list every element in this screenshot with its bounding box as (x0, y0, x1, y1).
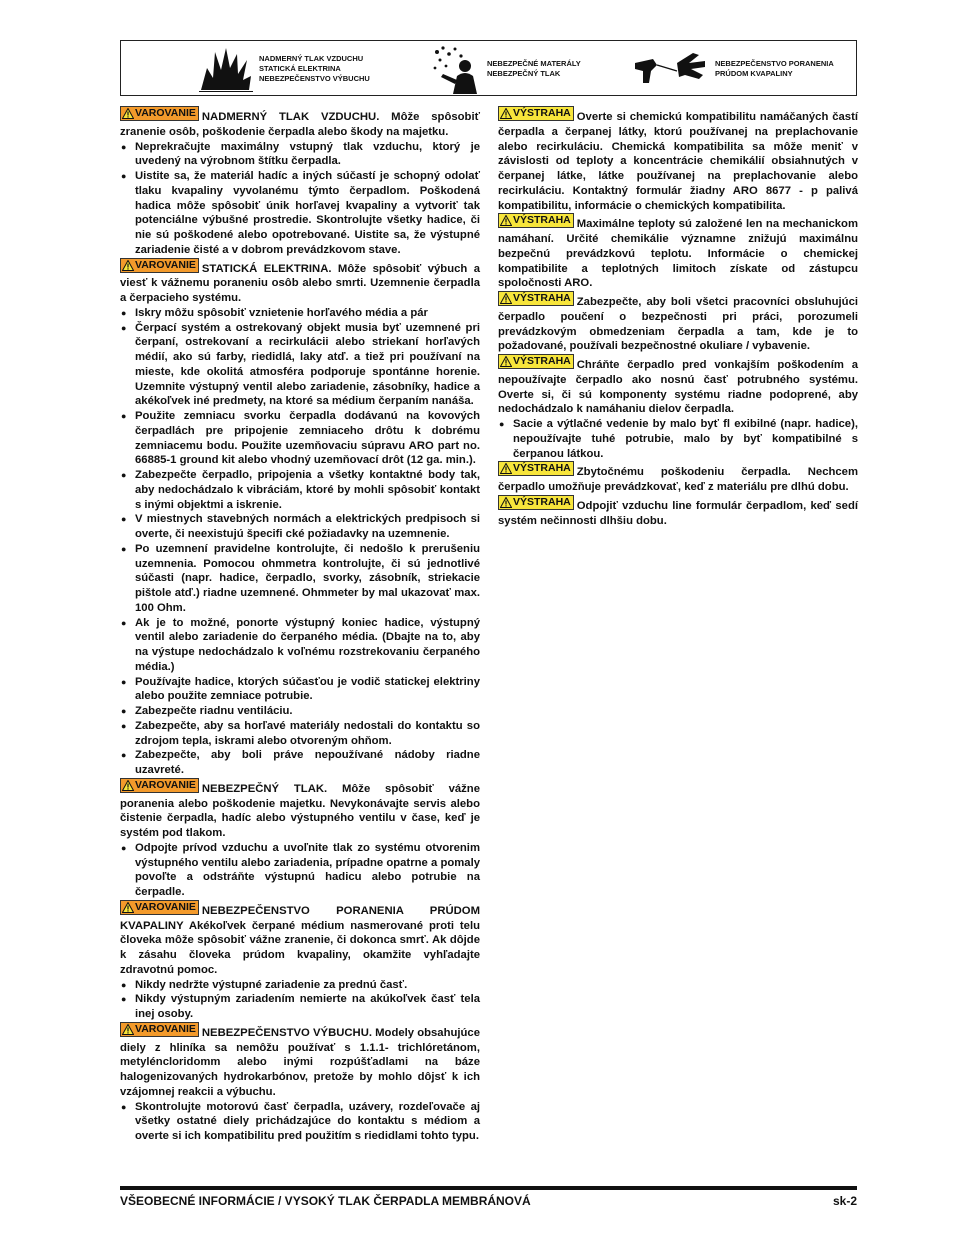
injection-hazard-icon (633, 49, 709, 89)
injection-list (120, 978, 480, 1022)
vystraha-badge (498, 291, 574, 306)
hazard-line: NEBEZPEČENSTVO PORANENIA (715, 59, 834, 68)
static-list (120, 306, 480, 778)
damage-list (498, 417, 858, 461)
badge-label: VÝSTRAHA (513, 462, 571, 475)
badge-label: VAROVANIE (135, 258, 196, 271)
overpressure-list (120, 140, 480, 258)
list-item: ● V miestnych stavebných normách a elektrických predpisoch si overte, či neexistujú špecifi cké požiadavky na uzemnenie. (120, 512, 480, 542)
list-item: ● Neprekračujte maximálny vstupný tlak vzduchu, ktorý je uvedený na výrobnom štítku čerpadla. (120, 140, 480, 170)
warning-text: NEBEZPEČENSTVO PORANENIA PRÚDOM KVAPALINY Akékoľvek čerpané médium nasmerované proti telu človeka môže spôsobiť vážne zranenie, či dokonca smrť. Ak dôjde k zásahu človeka prúdom kvapaliny, okamžite vyhľadajte zdravotnú pomoc. (120, 904, 480, 976)
list-item: ● Nikdy výstupným zariadením nemierte na akúkoľvek časť tela inej osoby. (120, 992, 480, 1022)
hazardous-materials-icon (429, 44, 481, 94)
hazard-line: NEBEZPEČNÉ MATERÁLY (487, 59, 581, 68)
list-item: ● Po uzemnení pravidelne kontrolujte, či nedošlo k prerušeniu uzemnenia. Pomocou ohmmetra kontrolujte, či sú jednotlivé súčasti (napr. hadice, čerpadlo, svorky, zásobník, striekacie pištole atď.) riadne uzemnené. Ohmmeter by mal ukazovať max. 100 Ohm. (120, 542, 480, 616)
explosion-icon (199, 46, 253, 92)
varovanie-badge (120, 106, 199, 121)
hazard-line: PRÚDOM KVAPALINY (715, 69, 793, 78)
hazard-line: NEBEZPEČNÝ TLAK (487, 69, 561, 78)
badge-label: VAROVANIE (135, 1022, 196, 1035)
hazard-injection (633, 41, 834, 97)
hazard-injection-label (715, 59, 834, 79)
caution-temperature (498, 213, 858, 291)
list-item: ● Zabezpečte čerpadlo, pripojenia a všetky kontaktné body tak, aby nedochádzalo k vibráciám, ktoré by mohli spôsobiť kontakt s inými objektmi a iskrenie. (120, 468, 480, 512)
warning-injection (120, 900, 480, 978)
hazard-line: STATICKÁ ELEKTRINA (259, 64, 341, 73)
warning-triangle-icon (122, 780, 134, 791)
right-column (498, 106, 858, 528)
vystraha-badge (498, 461, 574, 476)
footer-title: VŠEOBECNÉ INFORMÁCIE / VYSOKÝ TLAK ČERPADLA MEMBRÁNOVÁ (120, 1194, 531, 1208)
warning-text: NADMERNÝ TLAK VZDUCHU. Môže spôsobiť zranenie osôb, poškodenie čerpadla alebo škody na majetku. (120, 111, 480, 138)
list-item: ● Zabezpečte, aby boli práve nepoužívané nádoby riadne uzavreté. (120, 748, 480, 778)
warning-triangle-icon (122, 108, 134, 119)
vystraha-badge (498, 106, 574, 121)
caution-text: Odpojiť vzduchu line formulár čerpadlom, keď sedí systém nečinnosti dlhšiu dobu. (498, 499, 858, 527)
caution-text: Overte si chemickú kompatibilitu namáčaných častí čerpadla a čerpanej látky, ktorú používanej na preplachovanie alebo recirkuláciu. Chemická kompatibilita sa môže meniť v závislosti od teploty a koncentrácie chemikálií obsiahnutých v čerpanej látke, látke používanej na preplachovanie alebo recirkuláciu. Kontaktný formulár žiadny ARO 8677 - p palivá kompatibilitu, informácie o chemických kompatibilita. (498, 111, 858, 212)
warning-triangle-icon (500, 356, 512, 367)
list-item: ● Skontrolujte motorovú časť čerpadla, uzávery, rozdeľovače aj všetky ostatné diely prichádzajúce do kontaktu s médiom a overte si ich kompatibilitu pred použitím s riedidlami tohto typu. (120, 1100, 480, 1144)
warning-triangle-icon (122, 260, 134, 271)
pressure-list (120, 841, 480, 900)
warning-triangle-icon (122, 1024, 134, 1035)
warning-text: NEBEZPEČENSTVO VÝBUCHU. Modely obsahujúce diely z hliníka sa nemôžu používať s 1.1.1- trichlóretánom, metyléncloridomm alebo inými rozpúšťadlami na báze halogenizovaných hydrokarbónov, pretože by mohlo dôjsť k ich vzájomnej reakcii a výbuchu. (120, 1026, 480, 1098)
badge-label: VÝSTRAHA (513, 214, 571, 227)
list-item: ● Čerpací systém a ostrekovaný objekt musia byť uzemnené pri čerpaní, ostrekovaní a recirkulácii alebo striekaní horľavých médií, ako sú farby, riedidlá, laky atď. a tiež pri používaní na mieste, kde okolitá atmosféra podporuje spontánne horenie. Uzemnite výstupný ventil alebo zariadenie, zásobníky, hadice a akékoľvek iné predmety, na ktoré sa médium čerpaním nanáša. (120, 321, 480, 410)
warning-triangle-icon (500, 293, 512, 304)
explosion-list (120, 1100, 480, 1144)
caution-disconnect (498, 495, 858, 529)
hazard-line: NEBEZPEČENSTVO VÝBUCHU (259, 74, 370, 83)
list-item: ● Sacie a výtlačné vedenie by malo byť fl exibilné (napr. hadice), nepoužívajte tuhé potrubie, malo by byť kompatibilné s čerpanou látkou. (498, 417, 858, 461)
warning-pressure (120, 778, 480, 841)
badge-label: VAROVANIE (135, 900, 196, 913)
list-item: ● Zabezpečte, aby sa horľavé materiály nedostali do kontaktu so zdrojom tepla, iskrami alebo otvoreným ohňom. (120, 719, 480, 749)
caution-unnecessary (498, 461, 858, 495)
page-number: sk-2 (832, 1194, 857, 1208)
varovanie-badge (120, 258, 199, 273)
hazard-explosion-label (259, 54, 370, 84)
footer-rule (120, 1186, 857, 1190)
badge-label: VAROVANIE (135, 107, 196, 119)
vystraha-badge (498, 354, 574, 369)
vystraha-badge (498, 213, 574, 228)
caution-text: Chráňte čerpadlo pred vonkajším poškodením a nepoužívajte čerpadlo ako nosnú časť potrubného systému. Overte si, či sú komponenty systému riadne podoprené, aby nedochádzalo k namáhaniu dielov čerpadla. (498, 359, 858, 416)
caution-training (498, 291, 858, 354)
badge-label: VÝSTRAHA (513, 495, 571, 508)
hazard-symbols-box (120, 40, 857, 96)
list-item: ● Ak je to možné, ponorte výstupný koniec hadice, výstupný ventil alebo zariadenie do čerpaného média. (Dbajte na to, aby na výstupe nedochádzalo k voľnému rozstrekovaniu čerpaného média.) (120, 616, 480, 675)
list-item: ● Odpojte prívod vzduchu a uvoľnite tlak zo systému otvorenim výstupného ventilu alebo zariadenia, prípadne opatrne a pomaly povoľte a odstráňte výstupnú hadicu alebo potrubie na čerpadle. (120, 841, 480, 900)
warning-triangle-icon (500, 497, 512, 508)
caution-text: Maximálne teploty sú založené len na mechanickom namáhaní. Určité chemikálie významne znižujú maximálnu bezpečnú prevádzkovú teplotu. Informácie o chemickej kompatibilite a teplotných limitoch získate od zástupcu spoločnosti ARO. (498, 218, 858, 290)
warning-static (120, 258, 480, 306)
warning-text: NEBEZPEČNÝ TLAK. Môže spôsobiť vážne poranenia alebo poškodenie majetku. Nevykonávajte servis alebo čistenie čerpadla, hadíc alebo výstupného ventilu v čase, keď je systém pod tlakom. (120, 782, 480, 839)
hazard-explosion (199, 41, 370, 97)
caution-text: Zbytočnému poškodeniu čerpadla. Nechcem čerpadlo umožňuje prevádzkovať, keď z materiálu pre dlhú dobu. (498, 466, 858, 493)
caution-text: Zabezpečte, aby boli všetci pracovníci obsluhujúci čerpadlo poučení o bezpečnosti pri práci, porozumeli prevádzkovým obmedzeniam čerpadla a tam, kde je to požadované, používali bezpečnostné okuliare / vybavenie. (498, 296, 858, 353)
left-column (120, 106, 480, 1144)
varovanie-badge (120, 778, 199, 793)
list-item: ● Použite zemniacu svorku čerpadla dodávanú na kovových čerpadlách pre pripojenie zemniaceho drôtu k dobrému zemniacemu bodu. Použite uzemňovaciu súpravu ARO part no. 66885-1 ground kit alebo vhodný uzemňovací drôt (12 ga. min.). (120, 409, 480, 468)
list-item: ● Zabezpečte riadnu ventiláciu. (120, 704, 480, 719)
list-item: ● Uistite sa, že materiál hadíc a iných súčastí je schopný odolať tlaku kvapaliny vyvolanému týmto čerpadlom. Poškodená hadica môže spôsobiť únik horľavej kvapaliny a vytvoriť tak potenciálne výbušné prostredie. Skontrolujte všetky hadice, či nie sú poškodené alebo opotrebované. Uistite sa, že výstupné zariadenie čisté a v dobrom prevádzkovom stave. (120, 169, 480, 258)
warning-triangle-icon (500, 463, 512, 474)
hazard-materials-label (487, 59, 581, 79)
warning-explosion (120, 1022, 480, 1100)
hazard-line: NADMERNÝ TLAK VZDUCHU (259, 54, 364, 63)
varovanie-badge (120, 1022, 199, 1037)
warning-text: STATICKÁ ELEKTRINA. Môže spôsobiť výbuch a viesť k vážnemu poraneniu osôb alebo smrti. Uzemnenie čerpadla a čerpacieho systému. (120, 262, 480, 304)
list-item: ● Nikdy nedržte výstupné zariadenie za prednú časť. (120, 978, 480, 993)
list-item: ● Používajte hadice, ktorých súčasťou je vodič statickej elektriny alebo použite zemniace potrubie. (120, 675, 480, 705)
vystraha-badge (498, 495, 574, 510)
badge-label: VÝSTRAHA (513, 355, 571, 367)
varovanie-badge (120, 900, 199, 915)
warning-overpressure (120, 106, 480, 140)
badge-label: VÝSTRAHA (513, 292, 571, 304)
caution-damage (498, 354, 858, 417)
warning-triangle-icon (500, 215, 512, 226)
caution-chemical (498, 106, 858, 213)
badge-label: VAROVANIE (135, 778, 196, 791)
list-item: ● Iskry môžu spôsobiť vznietenie horľavého média a pár (120, 306, 480, 321)
warning-triangle-icon (500, 108, 512, 119)
warning-triangle-icon (122, 902, 134, 913)
badge-label: VÝSTRAHA (513, 107, 571, 119)
hazard-materials (429, 41, 581, 97)
